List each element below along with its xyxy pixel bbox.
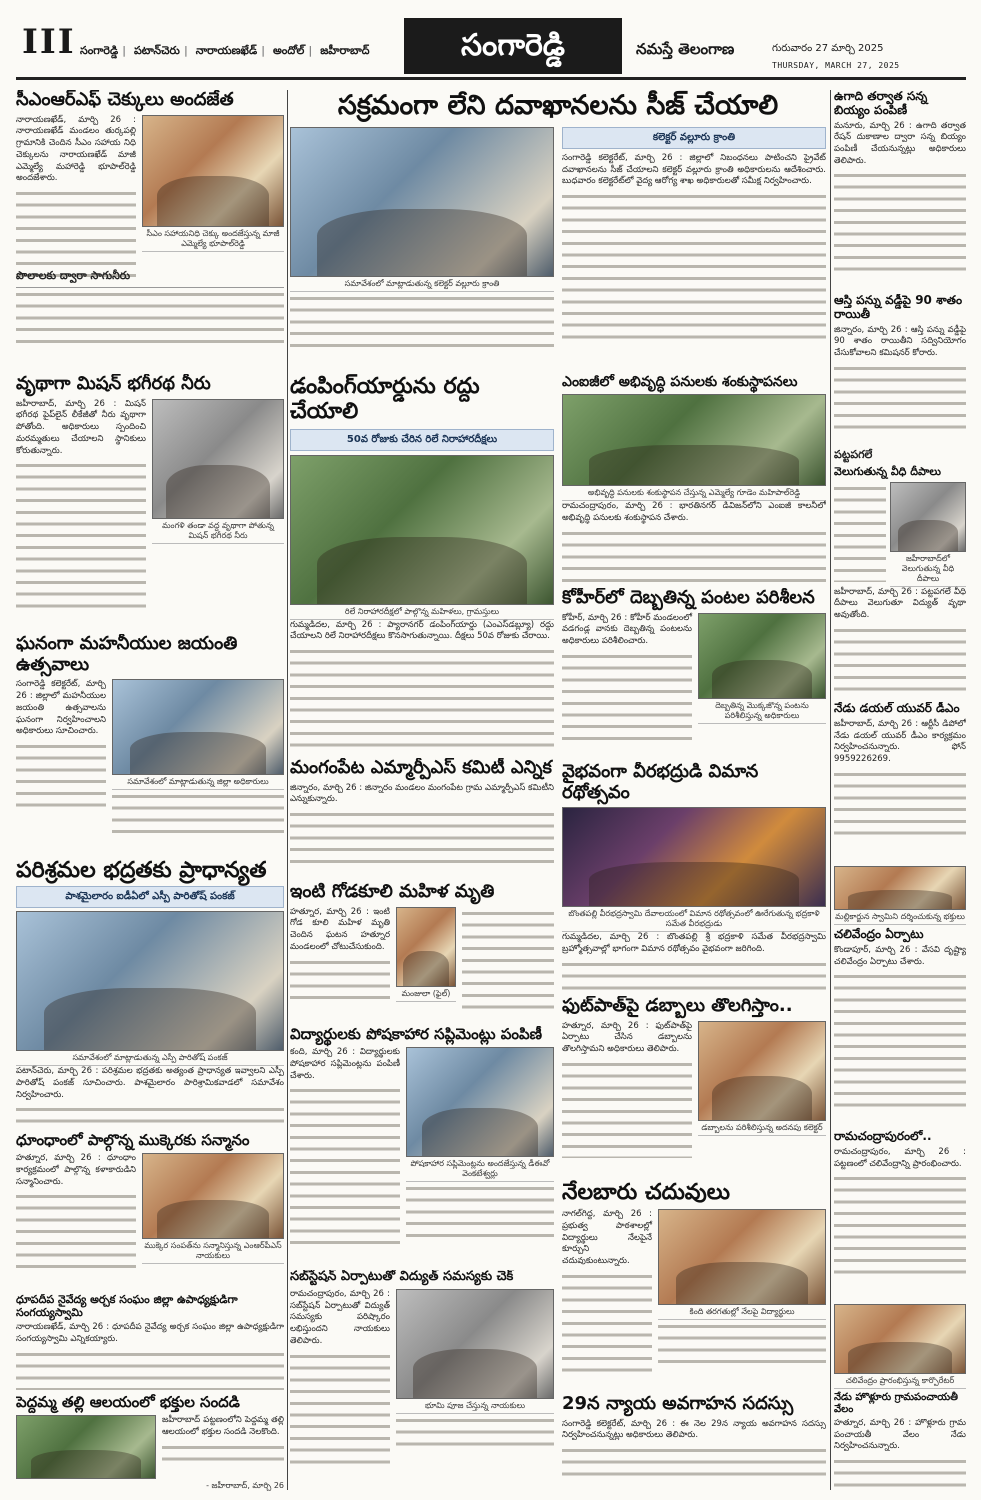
- photo-caption: అభివృద్ధి పనులకు శంకుస్థాపన చేస్తున్న ఎమ్మెల్యే గూడెం మహిపాల్‌రెడ్డి: [562, 486, 826, 501]
- photo-caption: బొంతపల్లి వీరభద్రస్వామి దేవాలయంలో విమాన రథోత్సవంలో ఊరేగుతున్న భద్రకాళి సమేత వీరభద్రుడు: [562, 907, 826, 932]
- masthead: [16, 18, 966, 80]
- photo: [396, 907, 456, 987]
- story-text: నాగల్‌గిద్ద, మార్చి 26 : ప్రభుత్వ పాఠశాలల్లో విద్యార్థులు నేలపైనే కూర్చుని చదువుకుంటున్నారు.: [562, 1209, 652, 1267]
- sub-headline: 50వ రోజుకు చేరిన రిలే నిరాహారదీక్షలు: [290, 429, 554, 451]
- headline: ఫుట్‌పాత్‌పై డబ్బాలు తొలగిస్తాం..: [562, 996, 793, 1016]
- headline: వృథాగా మిషన్ భగీరథ నీరు: [16, 374, 211, 394]
- story-text: కంది, మార్చి 26 : విద్యార్థులకు పోషకాహార సప్లిమెంట్లను పంపిణీ చేశారు.: [290, 1047, 400, 1081]
- story-veerabhadra-rathotsavam: [562, 762, 826, 992]
- page-number: III: [22, 22, 76, 62]
- district-item: సంగారెడ్డి: [80, 44, 119, 57]
- headline: ఆస్తి పన్ను వడ్డీపై 90 శాతం రాయితీ: [834, 294, 963, 321]
- headline: రామచంద్రాపురంలో..: [834, 1130, 932, 1143]
- story-jayanti-utsavalu: [16, 634, 284, 854]
- story-crop-damage: [562, 588, 826, 758]
- photo-caption: మల్లికార్జున స్వామిని దర్శించుకున్న భక్తులు: [834, 910, 966, 925]
- headline: వైభవంగా వీరభద్రుడి విమాన రథోత్సవం: [562, 762, 759, 803]
- photo: [562, 807, 826, 907]
- photo: [698, 613, 826, 699]
- district-item: జహీరాబాద్: [320, 44, 370, 57]
- district-item: పటాన్‌చెరు: [133, 44, 180, 57]
- headline: నేడు హొళ్లూరు గ్రామపంచాయతీ వేలం: [834, 1392, 958, 1415]
- district-list: సంగారెడ్డి | పటాన్‌చెరు | నారాయణఖేడ్ | అందోల్ | జహీరాబాద్: [80, 44, 370, 57]
- district-title: సంగారెడ్డి: [404, 18, 622, 74]
- story-text: సంగారెడ్డి కలెక్టరేట్, మార్చి 26 : జిల్లాలో నిబంధనలు పాటించని ప్రైవేట్ దవాఖానలను సీజ్ చేయాలని కలెక్టర్ వల్లూరు క్రాంతి అధికారులను ఆదేశించారు. బుధవారం కలెక్టరేట్‌లో వైద్య ఆరోగ్య శాఖ అధికారులతో సమీక్ష నిర్వహించారు.: [562, 153, 826, 187]
- photo-caption: సమావేశంలో మాట్లాడుతున్న కలెక్టర్ వల్లూరు క్రాంతి: [290, 277, 554, 292]
- photo: [396, 1289, 554, 1399]
- photo-caption: మంగళి తండా వద్ద వృథాగా పోతున్న మిషన్ భగీరథ నీరు: [152, 519, 284, 544]
- story-text: గుమ్మడిదల, మార్చి 26 : బొంతపల్లి శ్రీ భద్రకాళి సమేత వీరభద్రస్వామి బ్రహ్మోత్సవాల్లో భాగంగా విమాన రథోత్సవం వైభవంగా జరిగింది.: [562, 932, 826, 955]
- story-wall-collapse: [290, 882, 554, 1022]
- story-dial-your-dm: [834, 702, 966, 862]
- photo-caption: సీఎం సహాయనిధి చెక్కు అందజేస్తున్న మాజీ ఎమ్మెల్యే భూపాల్‌రెడ్డి: [142, 227, 284, 252]
- story-text: హత్నూర, మార్చి 26 : ధూంధాం కార్యక్రమంలో పాల్గొన్న కళాకారుడిని సన్మానించారు.: [16, 1153, 136, 1187]
- headline: 29న న్యాయ అవగాహన సదస్సు: [562, 1394, 794, 1414]
- story-text: రామచంద్రాపురం, మార్చి 26 : పట్టణంలో చలివేంద్రాన్ని ప్రారంభించారు.: [834, 1146, 966, 1169]
- story-text: రామచంద్రాపురం, మార్చి 26 : సబ్‌స్టేషన్ ఏర్పాటుతో విద్యుత్ సమస్యకు పరిష్కారం లభిస్తుందని నాయకులు తెలిపారు.: [290, 1288, 390, 1346]
- photo-caption: రిలే నిరాహారదీక్షలో పాల్గొన్న మహిళలు, గ్రామస్తులు: [290, 605, 554, 620]
- story-floor-education: [562, 1180, 826, 1390]
- story-text: హత్నూర, మార్చి 26 : ఇంటి గోడ కూలి మహిళ మృతి చెందిన ఘటన హత్నూర మండలంలో చోటుచేసుకుంది.: [290, 906, 390, 952]
- photo-caption: మంజులా (ఫైల్): [396, 987, 456, 1002]
- photo: [658, 1209, 826, 1305]
- story-text: హత్నూర, మార్చి 26 : హొళ్లూరు గ్రామ పంచాయతీ వేలం నేడు నిర్వహించనున్నారు.: [834, 1418, 966, 1452]
- headline: పెద్దమ్మ తల్లి ఆలయంలో భక్తుల సందడి: [16, 1394, 240, 1411]
- photo: [834, 1304, 966, 1374]
- photo: [406, 1047, 554, 1157]
- date-telugu: గురువారం 27 మార్చి 2025: [772, 43, 884, 54]
- story-text: నారాయణఖేడ్, మార్చి 26 : ధూపదీప నైవేద్య అర్చక సంఘం జిల్లా ఉపాధ్యక్షుడిగా సంగయ్యస్వామి ఎన్నికయ్యారు.: [16, 1322, 284, 1344]
- story-chalivendram: [834, 866, 966, 1126]
- story-text: మనూరు, మార్చి 26 : ఉగాది తర్వాత రేషన్ దుకాణాల ద్వారా సన్న బియ్యం పంపిణీ చేయనున్నట్లు అధికారులు తెలిపారు.: [834, 120, 966, 166]
- photo-caption: చలివేంద్రం ప్రారంభిస్తున్న కార్పొరేటర్: [834, 1374, 966, 1389]
- date-english: THURSDAY, MARCH 27, 2025: [772, 61, 900, 70]
- story-text: రామచంద్రాపురం, మార్చి 26 : భారతినగర్ డివిజన్‌లోని ఎంఐజీ కాలనీలో అభివృద్ధి పనులకు శంకుస్థాపన చేశారు.: [562, 501, 826, 523]
- headline: విద్యార్థులకు పోషకాహార సప్లిమెంట్లు పంపిణీ: [290, 1026, 543, 1043]
- photo-caption: కింది తరగతుల్లో నేలపై విద్యార్థులు: [658, 1305, 826, 1320]
- sub-kicker: పొలాలకు ద్వారా సాగునీరు: [16, 269, 284, 288]
- photo-caption: దెబ్బతిన్న మొక్కజొన్న పంటను పరిశీలిస్తున్న అధికారులు: [698, 699, 826, 724]
- story-text: జహీరాబాద్, మార్చి 26 : మిషన్ భగీరథ పైప్‌లైన్ లీకేజీతో నీరు వృథాగా పోతోంది. అధికారులు స్పందించి మరమ్మతులు చేయాలని స్థానికులు కోరుతున్నారు.: [16, 398, 146, 456]
- photo: [16, 911, 284, 1051]
- byline: - జహీరాబాద్, మార్చి 26: [206, 1481, 284, 1491]
- headline: చలివేంద్రం ఏర్పాటు: [834, 927, 924, 941]
- headline: ఉగాది తర్వాత సన్న బియ్యం పంపిణీ: [834, 90, 928, 117]
- district-item: అందోల్: [273, 44, 305, 57]
- photo-caption: పోషకాహార సప్లిమెంట్లను అందజేస్తున్న డీఈవో వెంకటేశ్వర్లు: [406, 1157, 554, 1182]
- headline: మంగంపేట ఎమ్మార్పీఎస్ కమిటీ ఎన్నిక: [290, 758, 552, 778]
- sub-headline: పాశమైలారం ఐడీఏలో ఎస్పీ పారితోష్ పంకజ్: [16, 886, 284, 908]
- story-mrps-committee: [290, 758, 554, 878]
- photo: [834, 866, 966, 910]
- sub-headline: కలెక్టర్ వల్లూరు క్రాంతి: [562, 127, 826, 149]
- story-text: సంగారెడ్డి కలెక్టరేట్, మార్చి 26 : జిల్లాలో మహనీయుల జయంతి ఉత్సవాలను ఘనంగా నిర్వహించాలని అధికారులు సూచించారు.: [16, 679, 106, 737]
- district-item: నారాయణఖేడ్: [195, 44, 258, 57]
- story-text: నారాయణఖేడ్, మార్చి 26 : నారాయణఖేడ్ మండలం తుర్కపల్లి గ్రామానికి చెందిన సీఎం సహాయ నిధి చెక్కులను నారాయణఖేడ్ మాజీ ఎమ్మెల్యే మహారెడ్డి భూపాల్‌రెడ్డి అందజేశారు.: [16, 114, 136, 184]
- headline: ఇంటి గోడకూలి మహిళ మృతి: [290, 882, 495, 902]
- headline: ఘనంగా మహనీయుల జయంతి ఉత్సవాలు: [16, 634, 238, 675]
- headline: ధూపదీప నైవేద్య అర్చక సంఘం జిల్లా ఉపాధ్యక్షుడిగా సంగయ్యస్వామి: [16, 1294, 238, 1319]
- story-dumping-yard: [290, 374, 554, 754]
- photo-caption: భూమి పూజ చేస్తున్న నాయకులు: [396, 1399, 554, 1414]
- story-text: సంగారెడ్డి కలెక్టరేట్, మార్చి 26 : ఈ నెల 29న న్యాయ అవగాహన సదస్సు నిర్వహించనున్నట్లు అధికారులు తెలిపారు.: [562, 1418, 826, 1441]
- headline: నేడు డయల్ యువర్ డీఎం: [834, 702, 960, 715]
- story-text: జహీరాబాద్ పట్టణంలోని పెద్దమ్మ తల్లి ఆలయంలో భక్తుల సందడి నెలకొంది.: [162, 1415, 284, 1437]
- headline: సబ్‌స్టేషన్ ఏర్పాటుతో విద్యుత్ సమస్యకు చెక్: [290, 1270, 514, 1284]
- story-text: హత్నూర, మార్చి 26 : ఫుట్‌పాత్‌పై ఏర్పాటు చేసిన డబ్బాలను తొలగిస్తామని అధికారులు తెలిపారు.: [562, 1020, 692, 1055]
- photo-caption: డబ్బాలను పరిశీలిస్తున్న అదనపు కలెక్టర్: [698, 1121, 826, 1136]
- story-text: కొండాపూర్, మార్చి 26 : వేసవి దృష్ట్యా చలివేంద్రం ఏర్పాటు చేశారు.: [834, 944, 966, 967]
- column-rule: [830, 90, 831, 1490]
- story-archaka-sangham: [16, 1294, 284, 1390]
- story-mukkera-felicitation: [16, 1132, 284, 1290]
- headline: కోహీర్‌లో దెబ్బతిన్న పంటల పరిశీలన: [562, 588, 815, 608]
- story-industrial-safety: [16, 858, 284, 1128]
- story-substation: [290, 1270, 554, 1480]
- photo: [290, 455, 554, 605]
- story-mig-development: [562, 374, 826, 584]
- photo: [890, 482, 966, 552]
- column-rule: [287, 90, 288, 1490]
- photo: [152, 399, 284, 519]
- photo: [112, 679, 284, 775]
- photo: [142, 1153, 284, 1239]
- photo-caption: సమావేశంలో మాట్లాడుతున్న ఎస్పీ పారితోష్ పంకజ్: [16, 1051, 284, 1066]
- paper-name: నమస్తే తెలంగాణ: [636, 40, 735, 58]
- lead-headline: సక్రమంగా లేని దవాఖానలను సీజ్ చేయాలి: [337, 90, 779, 121]
- headline: సీఎంఆర్‌ఎఫ్ చెక్కులు అందజేత: [16, 90, 234, 110]
- story-legal-awareness: [562, 1394, 826, 1494]
- photo-caption: సమావేశంలో మాట్లాడుతున్న జిల్లా అధికారులు: [112, 775, 284, 790]
- story-property-tax: [834, 294, 966, 444]
- photo: [16, 1415, 156, 1479]
- photo: [562, 394, 826, 486]
- story-peddamma-temple: [16, 1394, 284, 1494]
- story-text: కోహీర్, మార్చి 26 : కోహీర్ మండలంలో వడగండ్ల వానకు దెబ్బతిన్న పంటలను అధికారులు పరిశీలించారు.: [562, 612, 692, 647]
- story-fine-rice: [834, 90, 966, 290]
- headline: ధూంధాంలో పాల్గొన్న ముక్కెరకు సన్మానం: [16, 1132, 250, 1149]
- lead-story-hospitals: [290, 90, 826, 370]
- story-hollur-auction: [834, 1304, 966, 1494]
- photo: [290, 127, 554, 277]
- photo: [698, 1021, 826, 1121]
- story-text: జహీరాబాద్, మార్చి 26 : పట్టపగలే వీధి దీపాలు వెలుగుతూ విద్యుత్ వృథా అవుతోంది.: [834, 586, 966, 621]
- story-text: గుమ్మడిదల, మార్చి 26 : ప్యారానగర్ డంపింగ్‌యార్డు (ఎంఎస్‌డబ్ల్యూ) రద్దు చేయాలని రిలే నిరాహారదీక్షలు కొనసాగుతున్నాయి. దీక్షలు 50వ రోజుకు చేరాయి.: [290, 619, 554, 642]
- headline: ఎంఐజీలో అభివృద్ధి పనులకు శంకుస్థాపనలు: [562, 374, 798, 390]
- photo-caption: ముక్కెర సంపత్‌ను సన్మానిస్తున్న ఎంఆర్‌పీఎస్ నాయకులు: [142, 1239, 284, 1264]
- story-text: జిన్నారం, మార్చి 26 : జిన్నారం మండలం మంగంపేట గ్రామ ఎమ్మార్పీఎస్ కమిటీని ఎన్నుకున్నారు.: [290, 782, 554, 805]
- kicker: పట్టపగలే: [834, 448, 873, 461]
- story-cmrf-cheques: [16, 90, 284, 368]
- headline: వెలుగుతున్న వీధి దీపాలు: [834, 465, 941, 478]
- photo-caption: జహీరాబాద్‌లో వెలుగుతున్న వీధి దీపాలు: [890, 552, 966, 587]
- story-nutrition-supplements: [290, 1026, 554, 1266]
- story-ramachandrapuram: [834, 1130, 966, 1300]
- story-footpath-boxes: [562, 996, 826, 1176]
- headline: పరిశ్రమల భద్రతకు ప్రాధాన్యత: [16, 858, 267, 883]
- story-text: జహీరాబాద్, మార్చి 26 : ఆర్టీసీ డిపోలో నేడు డయల్ యువర్ డీఎం కార్యక్రమం నిర్వహించనున్నారు. ఫోన్ 9959226269.: [834, 718, 966, 764]
- headline: డంపింగ్‌యార్డును రద్దు చేయాలి: [290, 374, 480, 425]
- headline: నేలబారు చదువులు: [562, 1180, 730, 1205]
- story-text: పటాన్‌చెరు, మార్చి 26 : పరిశ్రమల భద్రతకు అత్యంత ప్రాధాన్యత ఇవ్వాలని ఎస్పీ పారితోష్ పంకజ్ సూచించారు. పాశమైలారం పారిశ్రామికవాడలో సమావేశం నిర్వహించారు.: [16, 1066, 284, 1100]
- story-street-lights: [834, 448, 966, 698]
- story-mission-bhagiratha: [16, 374, 284, 630]
- photo: [142, 115, 284, 227]
- story-text: జిన్నారం, మార్చి 26 : ఆస్తి పన్ను వడ్డీపై 90 శాతం రాయితీని సద్వినియోగం చేసుకోవాలని కమిషనర్ కోరారు.: [834, 324, 966, 359]
